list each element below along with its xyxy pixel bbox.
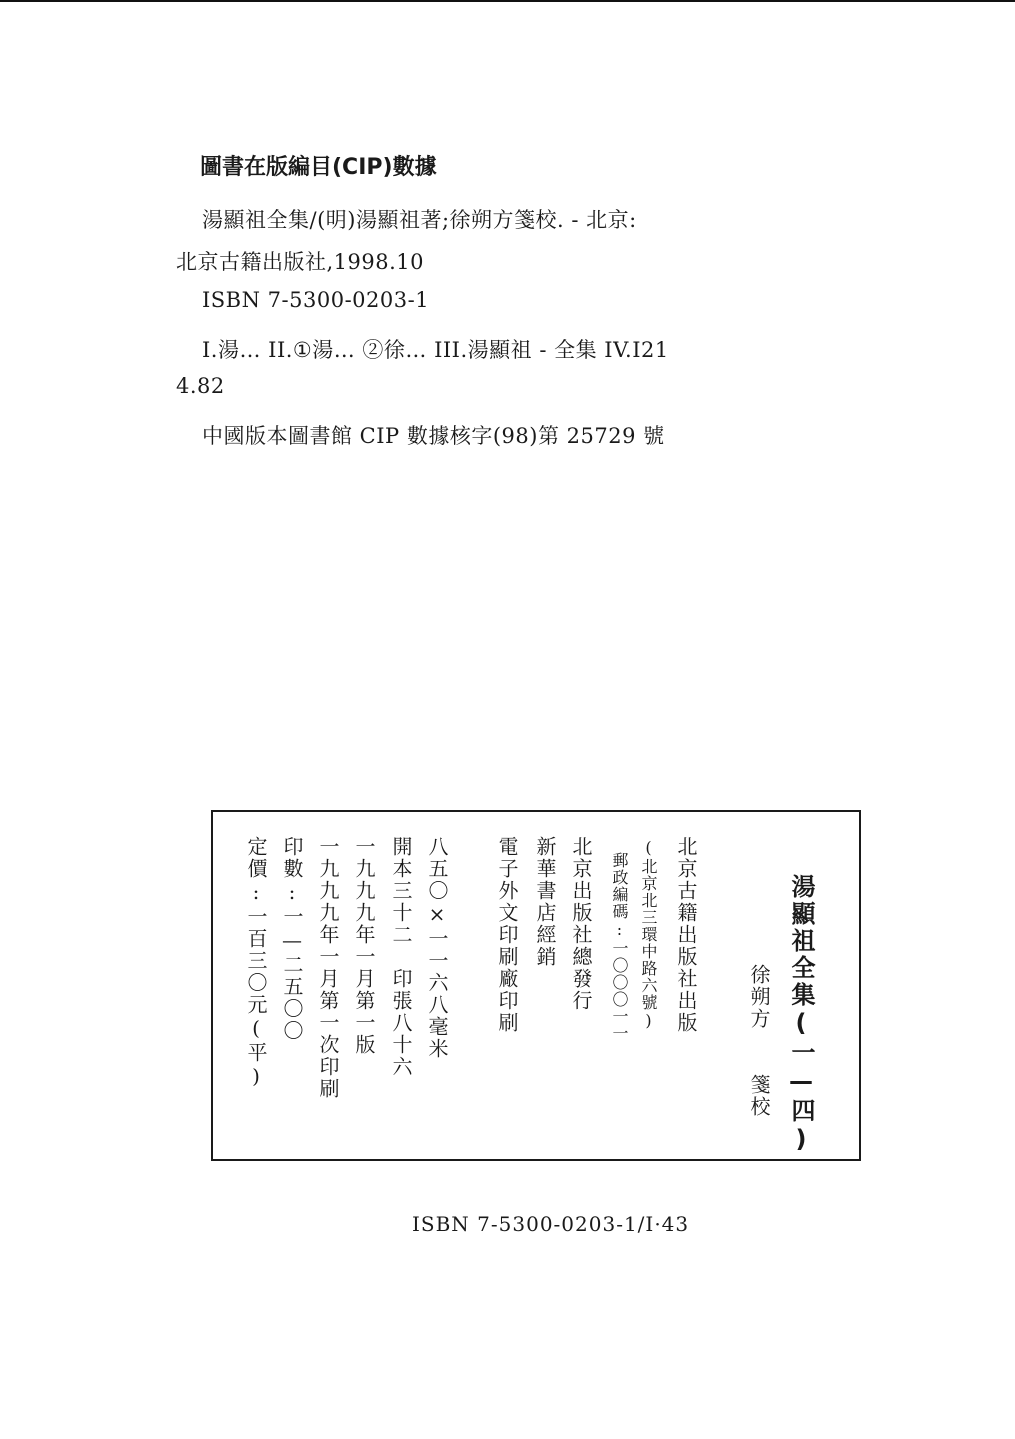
cip-heading: 圖書在版編目(CIP)數據 (200, 155, 437, 180)
cip-classification: I.湯… II.①湯… ②徐… III.湯顯祖 - 全集 IV.I21 (202, 338, 669, 362)
cip-classification-cont: 4.82 (176, 374, 225, 398)
colophon-address: (北京北三環中路六號) (639, 838, 658, 1031)
colophon-box (211, 810, 861, 1161)
colophon-print-run: 印數:一—二五〇〇 (280, 836, 304, 1042)
footer-isbn: ISBN 7-5300-0203-1/I·43 (412, 1212, 690, 1236)
colophon-printing: 一九九九年一月第一次印刷 (316, 836, 340, 1100)
cip-publisher-line: 北京古籍出版社,1998.10 (176, 250, 425, 274)
cip-record-number: 中國版本圖書館 CIP 數據核字(98)第 25729 號 (202, 424, 665, 448)
cip-isbn: ISBN 7-5300-0203-1 (202, 288, 430, 312)
colophon-general-distributor: 北京出版社總發行 (569, 836, 593, 1012)
colophon-publisher: 北京古籍出版社出版 (674, 836, 698, 1034)
colophon-size: 八五〇×一一六八毫米 (425, 836, 449, 1060)
colophon-distributor: 新華書店經銷 (533, 836, 557, 968)
top-border-rule (0, 0, 1015, 2)
cip-title-line: 湯顯祖全集/(明)湯顯祖著;徐朔方箋校. - 北京: (202, 208, 637, 232)
colophon-edition: 一九九九年一月第一版 (352, 836, 376, 1056)
colophon-price: 定價:一百三〇元(平) (244, 836, 268, 1090)
colophon-printer: 電子外文印刷廠印刷 (495, 836, 519, 1034)
colophon-postcode: 郵政編碼:一〇〇〇一一 (610, 852, 629, 1042)
colophon-editor: 徐朔方 箋校 (747, 964, 771, 1118)
colophon-format: 開本三十二 印張八十六 (389, 836, 413, 1078)
colophon-title: 湯顯祖全集(一—四) (787, 874, 815, 1156)
